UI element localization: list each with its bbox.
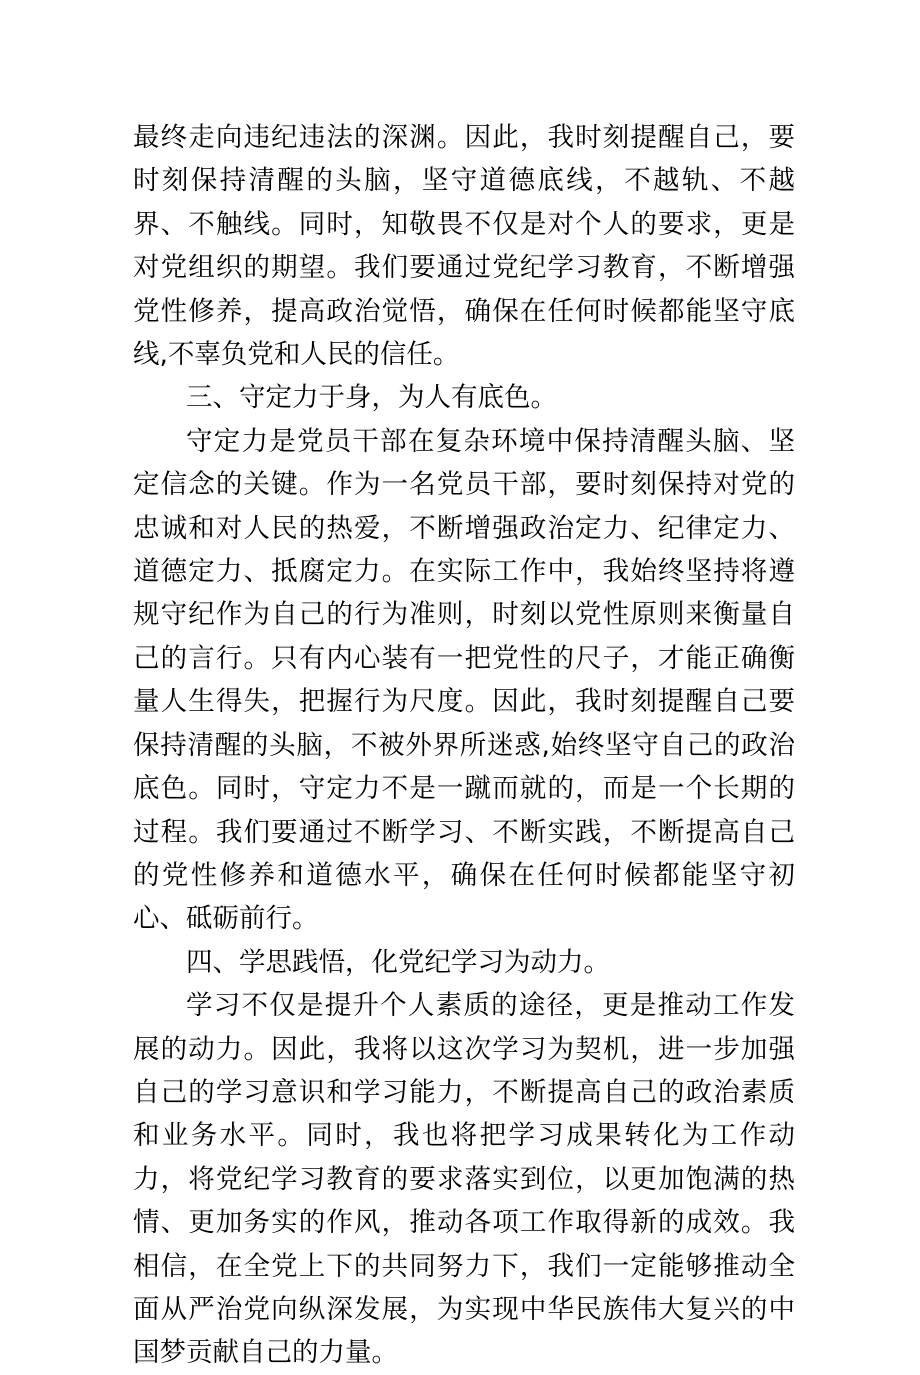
- paragraph-section-3: 守定力是党员干部在复杂环境中保持清醒头脑、坚定信念的关键。作为一名党员干部，要时刻保持对党的忠诚和对人民的热爱，不断增强政治定力、纪律定力、道德定力、抵腐定力。在实际工作中，我始终坚持将遵规守纪作为自己的行为准则，时刻以党性原则来衡量自己的言行。只有内心装有一把党性的尺子，才能正确衡量人生得失，把握行为尺度。因此，我时刻提醒自己要保持清醒的头脑，不被外界所迷惑,始终坚守自己的政治底色。同时，守定力不是一蹴而就的，而是一个长期的过程。我们要通过不断学习、不断实践，不断提高自己的党性修养和道德水平，确保在任何时候都能坚守初心、砥砺前行。: [133, 425, 795, 935]
- document-body: [133, 116, 795, 1375]
- section-heading-3: 三、守定力于身，为人有底色。: [186, 382, 557, 414]
- paragraph-continuation: 最终走向违纪违法的深渊。因此，我时刻提醒自己，要时刻保持清醒的头脑，坚守道德底线，不越轨、不越界、不触线。同时，知敬畏不仅是对个人的要求，更是对党组织的期望。我们要通过党纪学习教育，不断增强党性修养，提高政治觉悟，确保在任何时候都能坚守底线,不辜负党和人民的信任。: [133, 122, 795, 371]
- paragraph-section-4: 学习不仅是提升个人素质的途径，更是推动工作发展的动力。因此，我将以这次学习为契机，进一步加强自己的学习意识和学习能力，不断提高自己的政治素质和业务水平。同时，我也将把学习成果转化为工作动力，将党纪学习教育的要求落实到位，以更加饱满的热情、更加务实的作风，推动各项工作取得新的成效。我相信，在全党上下的共同努力下，我们一定能够推动全面从严治党向纵深发展，为实现中华民族伟大复兴的中国梦贡献自己的力量。: [133, 990, 795, 1369]
- section-heading-4: 四、学思践悟，化党纪学习为动力。: [186, 946, 610, 978]
